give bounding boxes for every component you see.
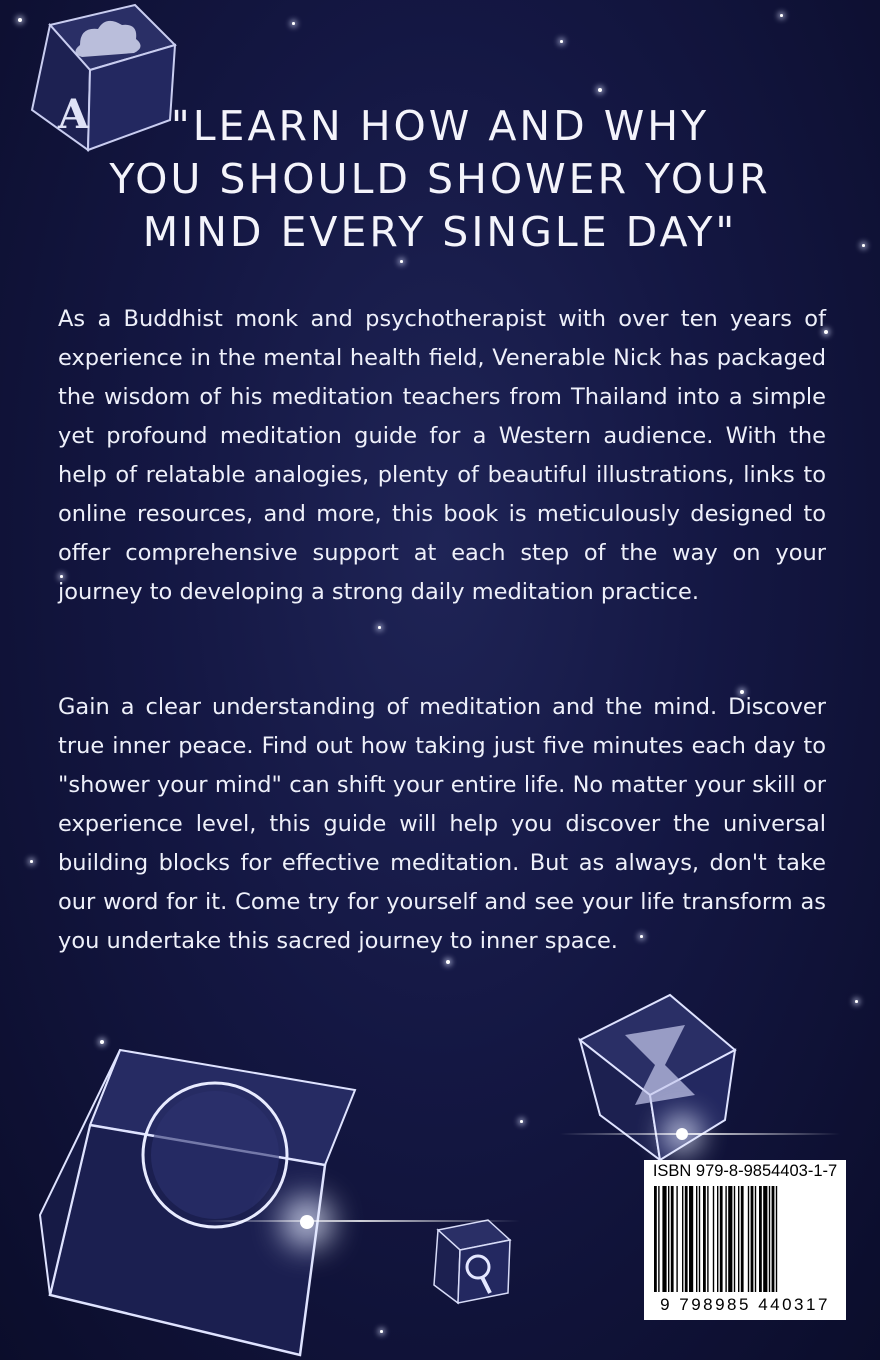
barcode-bar — [671, 1186, 674, 1292]
barcode-bar — [720, 1186, 723, 1292]
headline-line-2: YOU SHOULD SHOWER YOUR — [109, 155, 771, 203]
barcode-bar — [751, 1186, 754, 1292]
barcode-bar — [707, 1186, 708, 1292]
star — [520, 1120, 523, 1123]
description-paragraph-1: As a Buddhist monk and psychotherapist with over ten years of experience in the mental health field, Venerable Nick has packaged the wisdom of his meditation teachers from Thailand into a simple yet profound meditation guide for a Western audience. With the help of relatable analogies, plenty of beautiful illustrations, links to online resources, and more, this book is meticulously designed to offer comprehensive support at each step of the way on your journey to developing a strong daily meditation practice. — [58, 306, 826, 605]
barcode-bar — [725, 1186, 726, 1292]
barcode-bar — [741, 1186, 744, 1292]
barcode-bar — [738, 1186, 739, 1292]
barcode-bar — [676, 1186, 677, 1292]
light-flare — [300, 1215, 314, 1229]
barcode-bar — [776, 1186, 777, 1292]
barcode-bars — [652, 1186, 838, 1296]
barcode-bar — [759, 1186, 762, 1292]
barcode-bar — [748, 1186, 749, 1292]
headline-line-3: MIND EVERY SINGLE DAY" — [142, 208, 738, 256]
cube-letter: A — [58, 91, 90, 138]
barcode-bar — [703, 1186, 706, 1292]
star — [862, 244, 865, 247]
headline-line-1: "LEARN HOW AND WHY — [170, 102, 710, 150]
barcode-bar — [654, 1186, 657, 1292]
star — [378, 626, 381, 629]
star — [292, 22, 295, 25]
isbn-label: ISBN 979-8-9854403-1-7 — [652, 1162, 838, 1180]
barcode-bar — [763, 1186, 767, 1292]
star — [598, 88, 602, 92]
star — [560, 40, 563, 43]
star — [30, 860, 33, 863]
barcode-bar — [668, 1186, 669, 1292]
star — [100, 1040, 104, 1044]
barcode-bar — [717, 1186, 718, 1292]
barcode-bar — [713, 1186, 714, 1292]
star — [380, 1330, 383, 1333]
barcode-bar — [658, 1186, 659, 1292]
barcode-bar — [685, 1186, 688, 1292]
light-streak — [200, 1220, 520, 1222]
barcode-number: 9 798985 440317 — [660, 1295, 830, 1314]
star — [855, 1000, 858, 1003]
barcode-bar — [769, 1186, 770, 1292]
barcode-bar — [734, 1186, 735, 1292]
barcode-bar — [772, 1186, 775, 1292]
barcode-bar — [755, 1186, 756, 1292]
star — [780, 14, 783, 17]
barcode-bar — [696, 1186, 697, 1292]
light-streak — [560, 1133, 840, 1135]
barcode-bar — [689, 1186, 693, 1292]
barcode-bar — [699, 1186, 700, 1292]
description-paragraph-2: Gain a clear understanding of meditation and the mind. Discover true inner peace. Find out how taking just five minutes each day to "shower your mind" can shift your entire life. No matter your skill or experience level, this guide will help you discover the universal building blocks for effective meditation. But as always, don't take our word for it. Come try for yourself and see your life transform as you undertake this sacred journey to inner space. — [58, 694, 826, 954]
isbn-barcode — [644, 1160, 846, 1320]
headline-quote — [40, 100, 840, 259]
barcode-bar — [662, 1186, 666, 1292]
star — [400, 260, 403, 263]
barcode-bar — [728, 1186, 732, 1292]
barcode-bar — [682, 1186, 683, 1292]
